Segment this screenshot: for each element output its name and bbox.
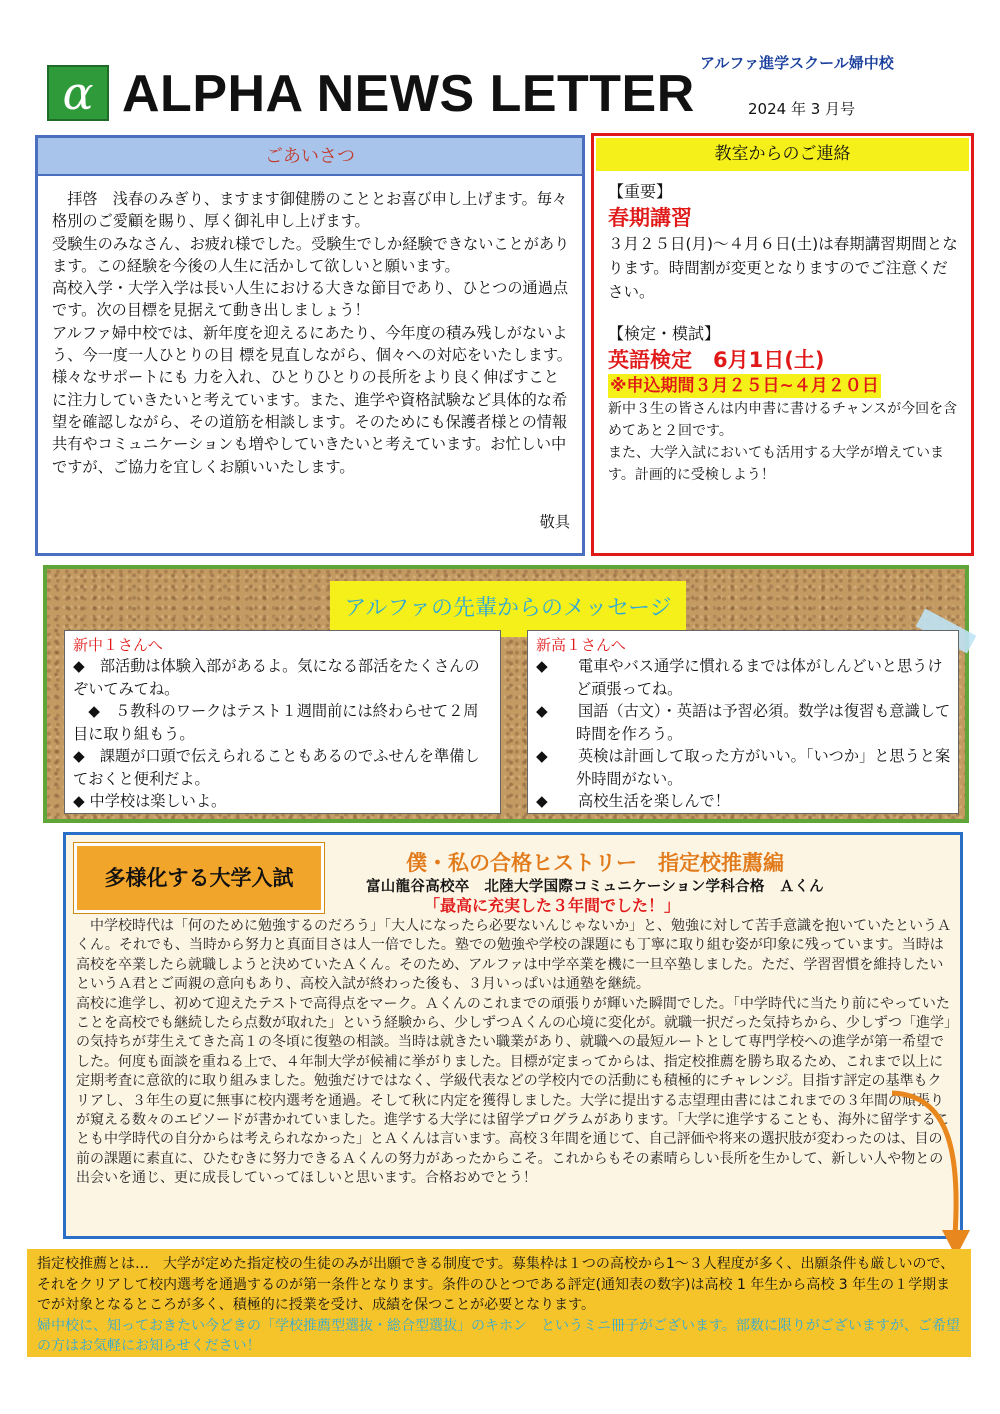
list-item: ◆ 課題が口頭で伝えられることもあるのでふせんを準備しておくと便利だよ。 — [73, 747, 480, 788]
school-name: アルファ進学スクール婦中校 — [700, 54, 894, 72]
spring-course-text: ３月２５日(月)～４月６日(土)は春期講習期間となります。時間割が変更となりますのでご注意ください。 — [608, 235, 958, 301]
greeting-paragraph: 受験生のみなさん、お疲れ様でした。受験生でしか経験できないことがあります。この経験を今後の人生に活かして欲しいと願います。 — [52, 234, 570, 275]
spring-course-title: 春期講習 — [608, 206, 692, 230]
note-junior-high — [64, 630, 501, 814]
story-title: 僕・私の合格ヒストリー 指定校推薦編 — [406, 851, 784, 875]
exam-label: 【検定・模試】 — [608, 324, 721, 343]
recommendation-explanation: 指定校推薦とは… 大学が定めた指定校の生徒のみが出願できる制度です。募集枠は１つの高校から1～３人程度が多く、出願条件も厳しいので、それをクリアして校内選考を通過するのが第一条件となります。条件のひとつである評定(通知表の数字)は高校 1 年生から高校 3 年生の１学期までが対象となるところが多く、積極的に授業を受け、成績を保つことが必要となります。 — [37, 1256, 955, 1313]
greeting-paragraph: 拝啓 浅春のみぎり、ますます御健勝のこととお喜び申し上げます。毎々格別のご愛顧を賜り、厚く御礼申し上げます。 — [52, 190, 568, 231]
eiken-deadline: ※申込期間３月２５日~４月２０日 — [610, 376, 879, 396]
greeting-paragraph: 高校入学・大学入学は長い人生における大きな節目であり、ひとつの通過点です。次の目標を見据えて動き出しましょう！ — [52, 279, 569, 320]
logo-symbol: α — [62, 66, 94, 120]
note-high-school — [527, 630, 959, 814]
notice-section — [591, 133, 974, 556]
list-item: ◆ 英検は計画して取った方がいい。「いつか」と思うと案外時間がない。 — [536, 747, 951, 788]
greeting-body — [52, 188, 572, 478]
story-paragraph: 高校に進学し、初めて迎えたテストで高得点をマーク。Ａくんのこれまでの頑張りが輝いた瞬間でした。「中学時代に当たり前にやっていたことを高校でも継続したら点数が取れた」という経験から、少しずつＡくんの心境に変化が。就職一択だった気持ちから、少しずつ「進学」の気持ちが芽生えてきた高１の冬頃に復塾の相談。当時は就きたい職業があり、就職への最短ルートとして専門学校への進学が第一希望でした。何度も面談を重ねる上で、４年制大学が候補に挙がりました。目標が定まってからは、指定校推薦を勝ち取るため、これまで以上に定期考査に意欲的に取り組みました。勉強だけではなく、学級代表などの学校内での活動にも積極的にチャレンジ。目指す評定の基準もクリアし、３年生の夏に無事に校内選考を通過。そして秋に内定を獲得しました。大学に提出する志望理由書にはこれまでの３年間の頑張りが窺える数々のエピソードが書かれていました。進学する大学には留学プログラムがあります。「大学に進学することも、海外に留学することも中学時代の自分からは考えられなかった」とＡくんは言います。高校３年間を通じて、自己評価や将来の選択肢が変わったのは、目の前の課題に素直に、ひたむきに努力できるＡくんの努力があったからこそ。これからもその素晴らしい長所を生かして、新しい人や物との出会いを通じ、更に成長していってほしいと思います。合格おめでとう！ — [76, 995, 951, 1187]
alpha-logo — [47, 65, 109, 121]
newsletter-title: ALPHA NEWS LETTER — [122, 65, 695, 123]
greeting-section — [35, 135, 585, 556]
list-item: ◆ 国語（古文）・英語は予習必須。数学は復習も意識して時間を作ろう。 — [536, 702, 951, 743]
notice-heading: 教室からのご連絡 — [596, 138, 969, 171]
story-paragraph: 中学校時代は「何のために勉強するのだろう」「大人になったら必要ないんじゃないか」と、勉強に対して苦手意識を抱いていたというＡくん。それでも、当時から努力と真面目さは人一倍でした。塾での勉強や学校の課題にも丁寧に取り組む姿が印象に残っています。当時は高校を卒業したら就職しようと決めていたＡくん。そのため、アルファは中学卒業を機に一旦卒塾しました。ただ、学習習慣を維持したいというＡ君とご両親の意向もあり、高校入試が終わった後も、３月いっぱいは通塾を継続。 — [76, 918, 951, 993]
curved-arrow-icon — [880, 1085, 980, 1265]
story-body — [76, 917, 952, 1189]
list-item: ◆ 高校生活を楽しんで！ — [536, 792, 730, 810]
board-title: アルファの先輩からのメッセージ — [330, 581, 686, 637]
booklet-notice: 婦中校に、知っておきたい今どきの「学校推薦型選抜・総合型選抜」のキホン というミニ冊子がございます。部数に限りがございますが、ご希望の方はお気軽にお知らせください！ — [37, 1317, 960, 1354]
section-tag: 多様化する大学入試 — [74, 843, 324, 913]
note-heading: 新高１さんへ — [536, 636, 626, 654]
eiken-text: 新中３生の皆さんは内申書に書けるチャンスが今回を含めてあと２回です。 — [608, 401, 958, 439]
list-item: ◆ ５教科のワークはテスト１週間前には終わらせて２周目に取り組もう。 — [73, 702, 479, 743]
note-heading: 新中１さんへ — [73, 636, 163, 654]
success-story-section — [63, 832, 963, 1239]
list-item: ◆ 中学校は楽しいよ。 — [73, 792, 227, 810]
message-board — [43, 565, 969, 823]
eiken-title: 英語検定 6月1日(土) — [608, 348, 825, 372]
list-item: ◆ 部活動は体験入部があるよ。気になる部活をたくさんのぞいてみてね。 — [73, 657, 480, 698]
greeting-closing: 敬具 — [539, 513, 570, 531]
issue-date: 2024 年 3 月号 — [748, 100, 856, 118]
notice-body — [608, 180, 963, 486]
eiken-text-2: また、大学入試においても活用する大学が増えています。計画的に受検しよう！ — [608, 445, 944, 483]
important-label: 【重要】 — [608, 182, 673, 201]
greeting-paragraph: アルファ婦中校では、新年度を迎えるにあたり、今年度の積み残しがないよう、今一度一人ひとりの目 標を見直しながら、個々への対応をいたします。様々なサポートにも 力を入れ、ひとりひとりの長所をより良く伸ばすことに注力していきたいと考えています。また、進学や資格試験など具体的な希望を確認しながら、その道筋を相談します。そのためにも保護者様との情報 共有やコミュニケーションも増やしていきたいと考えています。お忙しい中ですが、ご協力を宜しくお願いいたします。 — [52, 323, 572, 476]
list-item: ◆ 電車やバス通学に慣れるまでは体がしんどいと思うけど頑張ってね。 — [536, 657, 943, 698]
story-catchphrase: 「最高に充実した３年間でした！」 — [424, 896, 681, 915]
story-subtitle: 富山龍谷高校卒 北陸大学国際コミュニケーション学科合格 Ａくん — [366, 879, 824, 895]
recommendation-info — [27, 1249, 971, 1357]
greeting-heading: ごあいさつ — [38, 138, 582, 176]
